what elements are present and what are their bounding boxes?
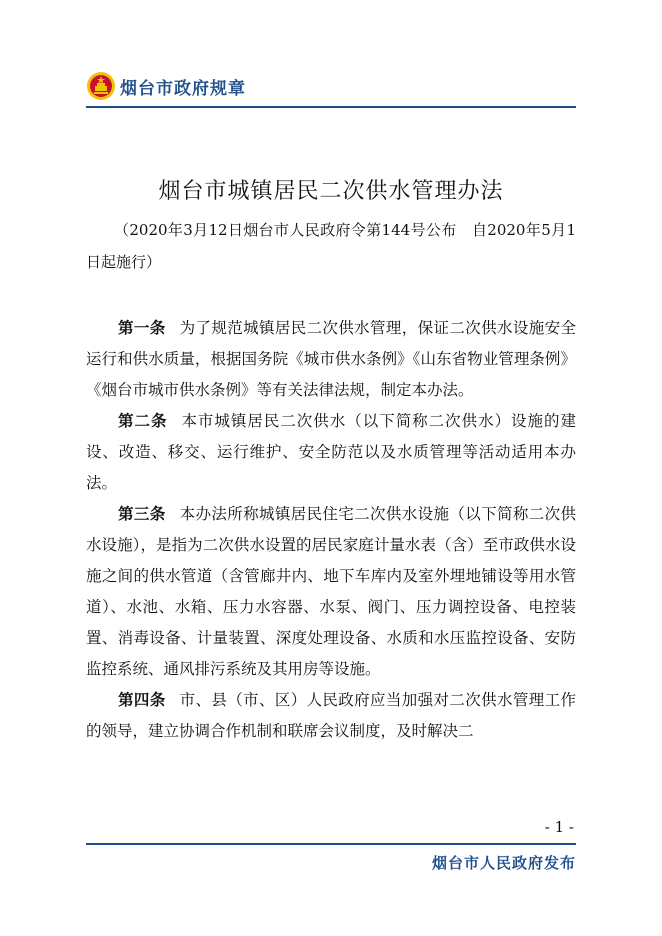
header-divider bbox=[86, 106, 576, 108]
article-2 bbox=[86, 406, 576, 499]
footer-publisher: 烟台市人民政府发布 bbox=[431, 854, 576, 872]
document-title: 烟台市城镇居民二次供水管理办法 bbox=[158, 179, 504, 204]
document-subtitle: （2020年3月12日烟台市人民政府令第144号公布 自2020年5月1日起施行） bbox=[86, 221, 576, 271]
article-text: 本市城镇居民二次供水（以下简称二次供水）设施的建设、改造、移交、运行维护、安全防范以及水质管理等活动适用本办法。 bbox=[86, 412, 576, 492]
article-label: 第二条 bbox=[118, 412, 168, 430]
article-label: 第三条 bbox=[118, 505, 166, 523]
document-body bbox=[86, 313, 576, 747]
article-text: 本办法所称城镇居民住宅二次供水设施（以下简称二次供水设施），是指为二次供水设置的居民家庭计量水表（含）至市政供水设施之间的供水管道（含管廊井内、地下车库内及室外埋地铺设等用水管道）、水池、水箱、压力水容器、水泵、阀门、压力调控设备、电控装置、消毒设备、计量装置、深度处理设备、水质和水压监控设备、安防监控系统、通风排污系统及其用房等设施。 bbox=[86, 505, 576, 678]
national-emblem-icon bbox=[86, 71, 116, 101]
page-header bbox=[86, 68, 246, 104]
footer-divider bbox=[86, 843, 576, 845]
article-label: 第四条 bbox=[118, 691, 166, 709]
article-text: 为了规范城镇居民二次供水管理，保证二次供水设施安全运行和供水质量，根据国务院《城市供水条例》《山东省物业管理条例》《烟台市城市供水条例》等有关法律法规，制定本办法。 bbox=[86, 319, 576, 399]
article-1 bbox=[86, 313, 576, 406]
article-text: 市、县（市、区）人民政府应当加强对二次供水管理工作的领导，建立协调合作机制和联席会议制度，及时解决二 bbox=[86, 691, 576, 740]
article-label: 第一条 bbox=[118, 319, 166, 337]
article-3 bbox=[86, 499, 576, 685]
article-4 bbox=[86, 685, 576, 747]
header-title: 烟台市政府规章 bbox=[120, 78, 246, 99]
page-number: - 1 - bbox=[544, 818, 574, 836]
